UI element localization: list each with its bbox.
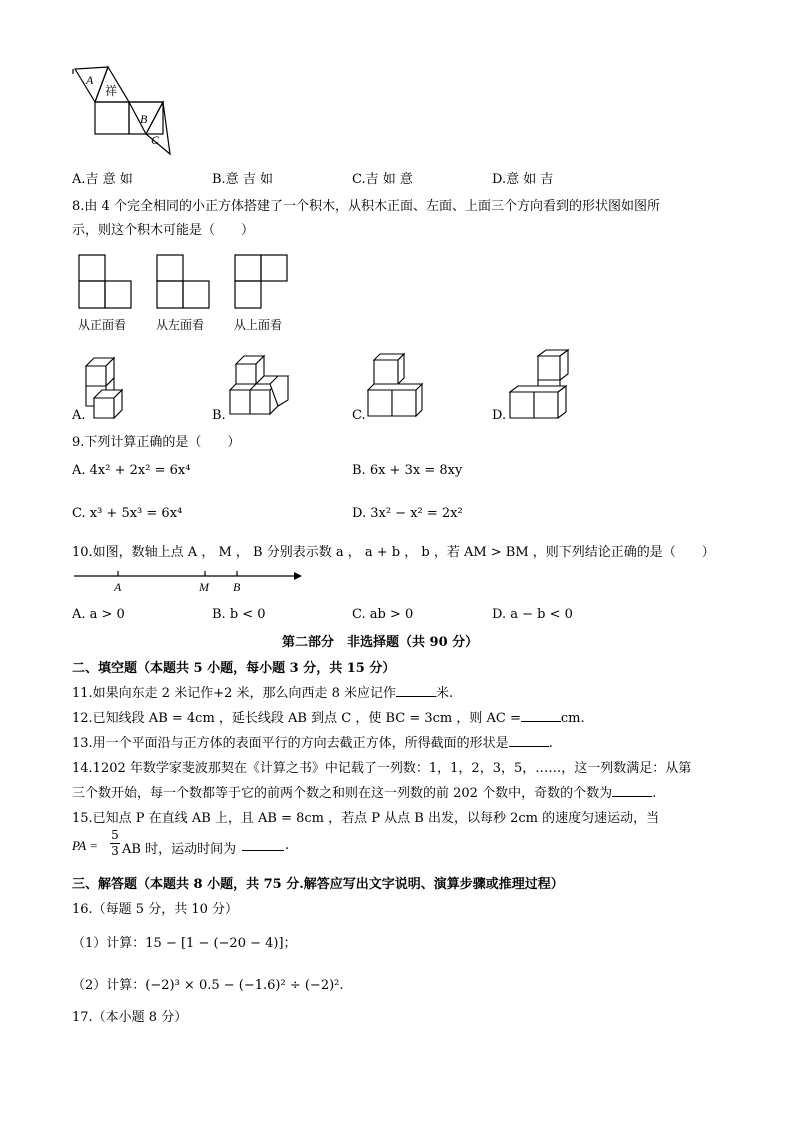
q13-text: 13.用一个平面沿与正方体的表面平行的方向去截正方体，所得截面的形状是 bbox=[72, 736, 509, 751]
q12-text: 12.已知线段 AB = 4cm ，延长线段 AB 到点 C ，使 BC = 3cm ，则 AC = bbox=[72, 711, 521, 726]
q14-line2 bbox=[72, 782, 656, 801]
net-label-b: B bbox=[140, 112, 148, 126]
q12-blank bbox=[521, 709, 561, 722]
q15-pa-suffix: AB 时，运动时间为 bbox=[122, 842, 237, 857]
q16-part1: （1）计算：15 − [1 − (−20 − 4)]； bbox=[72, 936, 297, 951]
block-option-d bbox=[508, 346, 578, 426]
q10-option-c: C. ab > 0 bbox=[352, 607, 414, 622]
q11-text: 11.如果向东走 2 米记作+2 米，那么向西走 8 米应记作 bbox=[72, 686, 397, 701]
q8-option-d-letter: D. bbox=[492, 408, 507, 423]
q16-header: 16.（每题 5 分，共 10 分） bbox=[72, 902, 239, 917]
three-views-figure bbox=[75, 252, 295, 312]
q9-option-a: A. 4x² + 2x² = 6x⁴ bbox=[72, 463, 191, 478]
section2-title: 二、填空题（本题共 5 小题，每小题 3 分，共 15 分） bbox=[72, 661, 396, 676]
q15-blank bbox=[242, 838, 284, 851]
q10-option-b: B. b < 0 bbox=[212, 607, 266, 622]
q17-header: 17.（本小题 8 分） bbox=[72, 1010, 188, 1025]
view-label-front: 从正面看 bbox=[78, 318, 127, 332]
q8-option-a-letter: A. bbox=[72, 408, 86, 423]
q15-frac-den: 3 bbox=[111, 844, 119, 858]
net-label-c: C bbox=[151, 133, 160, 147]
q9-option-c: C. x³ + 5x³ = 6x⁴ bbox=[72, 506, 183, 521]
q13-after: . bbox=[548, 736, 553, 751]
q10-stem: 10.如图，数轴上点 A ， M ， B 分别表示数 a ， a + b ， b ，若 AM > BM ，则下列结论正确的是（ ） bbox=[72, 545, 715, 560]
q15-pa-prefix: PA = bbox=[72, 838, 98, 853]
q9-stem: 9.下列计算正确的是（ ） bbox=[72, 435, 241, 450]
q7-option-d: D.意 如 吉 bbox=[492, 172, 554, 187]
q10-option-a: A. a > 0 bbox=[72, 607, 125, 622]
axis-point-b: B bbox=[233, 580, 241, 594]
q11 bbox=[72, 682, 453, 701]
q13-blank bbox=[509, 734, 549, 747]
net-label-a: A bbox=[86, 73, 94, 87]
q15-after: . bbox=[285, 838, 290, 853]
q9-option-d: D. 3x² − x² = 2x² bbox=[352, 506, 463, 521]
q16-part2: （2）计算：(−2)³ × 0.5 − (−1.6)² ÷ (−2)². bbox=[72, 978, 344, 993]
q7-option-c: C.吉 如 意 bbox=[352, 172, 413, 187]
q15-line1: 15.已知点 P 在直线 AB 上，且 AB = 8cm ，若点 P 从点 B 出发，以每秒 2cm 的速度匀速运动，当 bbox=[72, 811, 660, 826]
axis-point-a: A bbox=[114, 580, 122, 594]
q7-option-b: B.意 吉 如 bbox=[212, 172, 273, 187]
block-option-c bbox=[364, 350, 434, 425]
q14-after: . bbox=[652, 786, 657, 801]
q12 bbox=[72, 707, 585, 726]
q12-after: cm. bbox=[560, 711, 585, 726]
block-option-a bbox=[80, 346, 140, 426]
q11-blank bbox=[396, 684, 436, 697]
q8-stem-line2: 示，则这个积木可能是（ ） bbox=[72, 223, 255, 238]
q14-text: 三个数开始，每一个数都等于它的前两个数之和则在这一列数的前 202 个数中，奇数的个数为 bbox=[72, 786, 613, 801]
view-label-left: 从左面看 bbox=[156, 318, 205, 332]
q10-option-d: D. a − b < 0 bbox=[492, 607, 573, 622]
q13 bbox=[72, 732, 553, 751]
number-line-figure bbox=[72, 566, 304, 596]
q14-line1: 14.1202 年数学家斐波那契在《计算之书》中记载了一列数：1，1，2，3，5，……，这一列数满足：从第 bbox=[72, 761, 692, 776]
block-option-b bbox=[226, 350, 296, 425]
q7-option-a: A.吉 意 如 bbox=[72, 172, 133, 187]
q8-stem-line1: 8.由 4 个完全相同的小正方体搭建了一个积木，从积木正面、左面、上面三个方向看到的形状图如图所 bbox=[72, 199, 660, 214]
net-label-xiang: 祥 bbox=[105, 84, 118, 98]
view-label-top: 从上面看 bbox=[234, 318, 283, 332]
q8-option-c-letter: C. bbox=[352, 408, 366, 423]
axis-point-m: M bbox=[199, 580, 209, 594]
q8-option-b-letter: B. bbox=[212, 408, 226, 423]
section3-title: 三、解答题（本题共 8 小题，共 75 分.解答应写出文字说明、演算步骤或推理过程） bbox=[72, 877, 564, 892]
part2-title: 第二部分 非选择题（共 90 分） bbox=[282, 635, 479, 650]
q15-frac-num: 5 bbox=[111, 828, 119, 842]
cube-net-figure bbox=[72, 62, 172, 162]
q11-after: 米. bbox=[436, 686, 454, 701]
q9-option-b: B. 6x + 3x = 8xy bbox=[352, 463, 463, 478]
q14-blank bbox=[612, 784, 652, 797]
